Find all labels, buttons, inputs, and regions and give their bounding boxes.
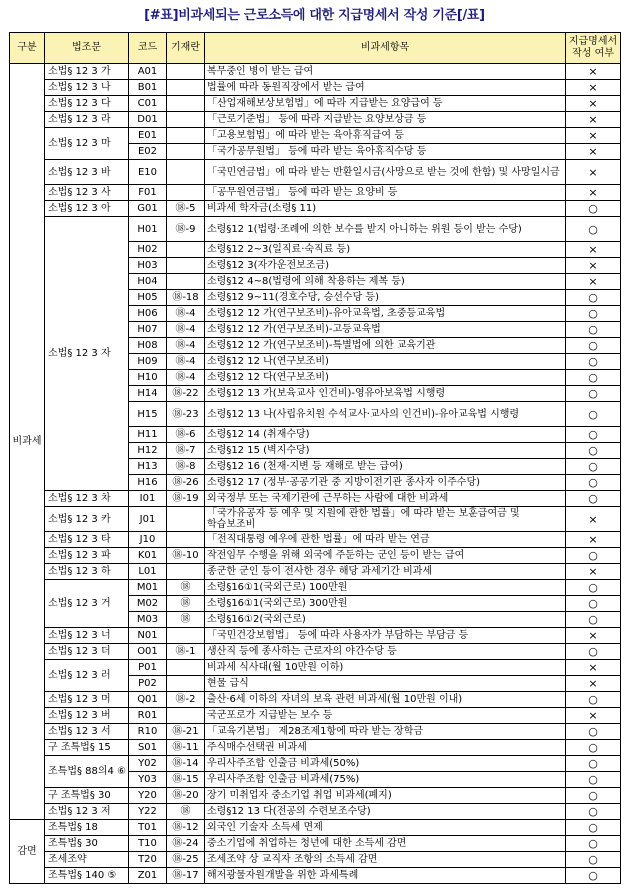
table-row <box>10 756 621 772</box>
item-description-cell: 소령§12 12 가(연구보조비)-유아교육법, 초중등교육법 <box>205 306 566 322</box>
submit-mark-cell: × <box>566 274 621 290</box>
item-description-cell: 소령§16①1(국외근로) 300만원 <box>205 596 566 612</box>
table-row <box>10 820 621 836</box>
code-cell: Y02 <box>129 756 167 772</box>
submit-mark-cell: ○ <box>566 692 621 708</box>
ref-cell: ⑱-18 <box>167 290 205 306</box>
ref-cell: ⑱ <box>167 580 205 596</box>
item-description-cell: 작전임무 수행을 위해 외국에 주둔하는 군인 등이 받는 급여 <box>205 548 566 564</box>
item-description-cell: 우리사주조합 인출금 비과세(50%) <box>205 756 566 772</box>
ref-cell: ⑱-5 <box>167 201 205 217</box>
ref-cell <box>167 532 205 548</box>
code-cell: M02 <box>129 596 167 612</box>
item-description-cell: 소령§12 12 다(연구보조비) <box>205 370 566 386</box>
header-item: 비과세항목 <box>205 33 566 64</box>
ref-cell: ⑱-26 <box>167 475 205 491</box>
law-article-cell: 조특법§ 30 <box>45 836 129 852</box>
item-description-cell: 현물 급식 <box>205 676 566 692</box>
ref-cell: ⑱ <box>167 596 205 612</box>
ref-cell <box>167 64 205 80</box>
submit-mark-cell: ○ <box>566 852 621 868</box>
item-description-cell: 「전직대통령 예우에 관한 법률」에 따라 받는 연금 <box>205 532 566 548</box>
law-article-cell: 소법§ 12 3 서 <box>45 724 129 740</box>
ref-cell: ⑱-8 <box>167 459 205 475</box>
table-row <box>10 804 621 820</box>
ref-cell <box>167 258 205 274</box>
table-row <box>10 628 621 644</box>
law-article-cell: 소법§ 12 3 카 <box>45 507 129 532</box>
submit-mark-cell: ○ <box>566 612 621 628</box>
submit-mark-cell: ○ <box>566 740 621 756</box>
table-row <box>10 96 621 112</box>
code-cell: A01 <box>129 64 167 80</box>
code-cell: J10 <box>129 532 167 548</box>
code-cell: O01 <box>129 644 167 660</box>
ref-cell <box>167 185 205 201</box>
item-description-cell: 소령§12 12 가(연구보조비)-특별법에 의한 교육기관 <box>205 338 566 354</box>
ref-cell <box>167 96 205 112</box>
code-cell: J01 <box>129 507 167 532</box>
item-description-cell: 소령§12 13 다(전공의 수련보조수당) <box>205 804 566 820</box>
ref-cell: ⑱-1 <box>167 644 205 660</box>
law-article-cell: 소법§ 12 3 차 <box>45 491 129 507</box>
item-description-cell: 법률에 따라 동원직장에서 받는 급여 <box>205 80 566 96</box>
submit-mark-cell: × <box>566 185 621 201</box>
table-row <box>10 128 621 144</box>
submit-mark-cell: × <box>566 708 621 724</box>
code-cell: H03 <box>129 258 167 274</box>
table-row <box>10 112 621 128</box>
submit-mark-cell: ○ <box>566 491 621 507</box>
item-description-cell: 「국민건강보험법」 등에 따라 사용자가 부담하는 부담금 등 <box>205 628 566 644</box>
item-description-cell: 소령§12 16 (천재·지변 등 재해로 받는 급여) <box>205 459 566 475</box>
code-cell: F01 <box>129 185 167 201</box>
header-law: 법조문 <box>45 33 129 64</box>
submit-mark-cell: × <box>566 96 621 112</box>
code-cell: P02 <box>129 676 167 692</box>
item-description-cell: 주식매수선택권 비과세 <box>205 740 566 756</box>
item-description-cell: 종군한 군인 등이 전사한 경우 해당 과세기간 비과세 <box>205 564 566 580</box>
code-cell: E10 <box>129 160 167 185</box>
item-description-cell: 국군포로가 지급받는 보수 등 <box>205 708 566 724</box>
ref-cell: ⑱-7 <box>167 443 205 459</box>
ref-cell <box>167 564 205 580</box>
law-article-cell: 소법§ 12 3 가 <box>45 64 129 80</box>
code-cell: H15 <box>129 402 167 427</box>
law-article-cell: 소법§ 12 3 너 <box>45 628 129 644</box>
law-article-cell: 구 조특법§ 30 <box>45 788 129 804</box>
code-cell: K01 <box>129 548 167 564</box>
item-description-cell: 소령§12 3(자가운전보조금) <box>205 258 566 274</box>
item-description-cell: 소령§12 12 나(연구보조비) <box>205 354 566 370</box>
code-cell: T20 <box>129 852 167 868</box>
item-description-cell: 소령§16①2(국외근로) <box>205 612 566 628</box>
ref-cell <box>167 160 205 185</box>
ref-cell: ⑱-11 <box>167 740 205 756</box>
table-row <box>10 217 621 242</box>
item-description-cell: 「공무원연금법」 등에 따라 받는 요양비 등 <box>205 185 566 201</box>
table-row <box>10 201 621 217</box>
header-code: 코드 <box>129 33 167 64</box>
table-row <box>10 788 621 804</box>
table-row <box>10 64 621 80</box>
code-cell: H14 <box>129 386 167 402</box>
law-article-cell: 조특법§ 140 ⑤ <box>45 868 129 884</box>
header-row <box>10 33 621 64</box>
submit-mark-cell: × <box>566 532 621 548</box>
ref-cell: ⑱-2 <box>167 692 205 708</box>
law-article-cell: 소법§ 12 3 러 <box>45 660 129 692</box>
law-article-cell: 소법§ 12 3 사 <box>45 185 129 201</box>
submit-mark-cell: × <box>566 242 621 258</box>
item-description-cell: 장기 미취업자 중소기업 취업 비과세(폐지) <box>205 788 566 804</box>
document-title: [#표]비과세되는 근로소득에 대한 지급명세서 작성 기준[/표] <box>144 8 485 23</box>
law-article-cell: 소법§ 12 3 타 <box>45 532 129 548</box>
code-cell: N01 <box>129 628 167 644</box>
submit-mark-cell: ○ <box>566 548 621 564</box>
ref-cell: ⑱ <box>167 804 205 820</box>
law-article-cell: 소법§ 12 3 마 <box>45 128 129 160</box>
category-reduction: 감면 <box>10 820 45 884</box>
ref-cell: ⑱-21 <box>167 724 205 740</box>
code-cell: C01 <box>129 96 167 112</box>
submit-mark-cell: ○ <box>566 459 621 475</box>
table-row <box>10 548 621 564</box>
item-description-cell: 중소기업에 취업하는 청년에 대한 소득세 감면 <box>205 836 566 852</box>
table-row <box>10 160 621 185</box>
code-cell: R10 <box>129 724 167 740</box>
item-description-cell: 비과세 학자금(소령§ 11) <box>205 201 566 217</box>
code-cell: M01 <box>129 580 167 596</box>
ref-cell: ⑱-4 <box>167 322 205 338</box>
code-cell: H09 <box>129 354 167 370</box>
ref-cell: ⑱-12 <box>167 820 205 836</box>
code-cell: E02 <box>129 144 167 160</box>
submit-mark-cell: ○ <box>566 804 621 820</box>
item-description-cell: 소령§12 12 가(연구보조비)-고등교육법 <box>205 322 566 338</box>
item-description-cell: 소령§12 1(법령·조례에 의한 보수를 받지 아니하는 위원 등이 받는 수당) <box>205 217 566 242</box>
ref-cell: ⑱-4 <box>167 370 205 386</box>
submit-mark-cell: ○ <box>566 370 621 386</box>
submit-mark-cell: × <box>566 628 621 644</box>
ref-cell <box>167 242 205 258</box>
table-body <box>10 64 621 884</box>
item-description-cell: 소령§12 14 (취재수당) <box>205 427 566 443</box>
submit-mark-cell: × <box>566 80 621 96</box>
item-description-cell: 복무중인 병이 받는 급여 <box>205 64 566 80</box>
ref-cell: ⑱-4 <box>167 306 205 322</box>
law-article-cell: 조특법§ 18 <box>45 820 129 836</box>
ref-cell: ⑱-4 <box>167 354 205 370</box>
item-description-cell: 소령§12 2~3(일직료·숙직료 등) <box>205 242 566 258</box>
submit-mark-cell: × <box>566 676 621 692</box>
table-row <box>10 580 621 596</box>
ref-cell: ⑱-15 <box>167 772 205 788</box>
code-cell: Z01 <box>129 868 167 884</box>
ref-cell: ⑱-23 <box>167 402 205 427</box>
submit-mark-cell: ○ <box>566 868 621 884</box>
ref-cell: ⑱-10 <box>167 548 205 564</box>
law-article-cell: 조세조약 <box>45 852 129 868</box>
item-description-cell: 소령§12 15 (벽지수당) <box>205 443 566 459</box>
ref-cell: ⑱ <box>167 612 205 628</box>
code-cell: I01 <box>129 491 167 507</box>
table-row <box>10 868 621 884</box>
ref-cell <box>167 128 205 144</box>
code-cell: H05 <box>129 290 167 306</box>
submit-mark-cell: ○ <box>566 756 621 772</box>
law-article-cell: 소법§ 12 3 하 <box>45 564 129 580</box>
law-article-cell: 소법§ 12 3 더 <box>45 644 129 660</box>
item-description-cell: 소령§12 4~8(법령에 의해 착용하는 제복 등) <box>205 274 566 290</box>
item-description-cell: 생산직 등에 종사하는 근로자의 야간수당 등 <box>205 644 566 660</box>
ref-cell: ⑱-6 <box>167 427 205 443</box>
submit-mark-cell: ○ <box>566 354 621 370</box>
ref-cell <box>167 112 205 128</box>
table-row <box>10 724 621 740</box>
code-cell: H04 <box>129 274 167 290</box>
ref-cell: ⑱-22 <box>167 386 205 402</box>
item-description-cell: 소령§16①1(국외근로) 100만원 <box>205 580 566 596</box>
item-description-cell: 소령§12 13 나(사립유치원 수석교사·교사의 인건비)-유아교육법 시행령 <box>205 402 566 427</box>
table-row <box>10 740 621 756</box>
submit-mark-cell: ○ <box>566 724 621 740</box>
code-cell: H10 <box>129 370 167 386</box>
law-article-cell: 구 조특법§ 15 <box>45 740 129 756</box>
law-article-cell: 소법§ 12 3 머 <box>45 692 129 708</box>
submit-mark-cell: ○ <box>566 427 621 443</box>
submit-mark-cell: ○ <box>566 772 621 788</box>
ref-cell <box>167 274 205 290</box>
item-description-cell: 「국민연금법」에 따라 받는 반환일시금(사망으로 받는 것에 한함) 및 사망일시금 <box>205 160 566 185</box>
code-cell: P01 <box>129 660 167 676</box>
item-description-cell: 외국인 기술자 소득세 면제 <box>205 820 566 836</box>
submit-mark-cell: × <box>566 64 621 80</box>
ref-cell: ⑱-9 <box>167 217 205 242</box>
item-description-cell: 소령§12 17 (정부·공공기관 중 지방이전기관 종사자 이주수당) <box>205 475 566 491</box>
code-cell: H08 <box>129 338 167 354</box>
law-article-cell: 소법§ 12 3 파 <box>45 548 129 564</box>
submit-mark-cell: ○ <box>566 596 621 612</box>
submit-mark-cell: ○ <box>566 443 621 459</box>
submit-mark-cell: ○ <box>566 290 621 306</box>
law-article-cell: 소법§ 12 3 라 <box>45 112 129 128</box>
code-cell: E01 <box>129 128 167 144</box>
submit-mark-cell: ○ <box>566 322 621 338</box>
ref-cell: ⑱-25 <box>167 852 205 868</box>
table-row <box>10 507 621 532</box>
submit-mark-cell: × <box>566 258 621 274</box>
item-description-cell: 출산·6세 이하의 자녀의 보육 관련 비과세(월 10만원 이내) <box>205 692 566 708</box>
code-cell: L01 <box>129 564 167 580</box>
category-nontax: 비과세 <box>10 64 45 820</box>
item-description-cell: 우리사주조합 인출금 비과세(75%) <box>205 772 566 788</box>
header-submit: 지급명세서 작성 여부 <box>566 33 621 64</box>
submit-mark-cell: ○ <box>566 644 621 660</box>
item-description-cell: 「근로기준법」 등에 따라 지급받는 요양보상금 등 <box>205 112 566 128</box>
law-article-cell: 소법§ 12 3 아 <box>45 201 129 217</box>
submit-mark-cell: × <box>566 112 621 128</box>
law-article-cell: 소법§ 12 3 다 <box>45 96 129 112</box>
submit-mark-cell: ○ <box>566 820 621 836</box>
law-article-cell: 조특법§ 88의4 ⑥ <box>45 756 129 788</box>
table-row <box>10 644 621 660</box>
code-cell: Y20 <box>129 788 167 804</box>
nontax-income-table <box>9 32 621 884</box>
law-article-cell: 소법§ 12 3 저 <box>45 804 129 820</box>
submit-mark-cell: ○ <box>566 201 621 217</box>
code-cell: H16 <box>129 475 167 491</box>
code-cell: S01 <box>129 740 167 756</box>
ref-cell <box>167 708 205 724</box>
code-cell: T01 <box>129 820 167 836</box>
code-cell: Y22 <box>129 804 167 820</box>
table-row <box>10 80 621 96</box>
law-article-cell: 소법§ 12 3 나 <box>45 80 129 96</box>
submit-mark-cell: × <box>566 160 621 185</box>
code-cell: H11 <box>129 427 167 443</box>
item-description-cell: 해저광물자원개발을 위한 과세특례 <box>205 868 566 884</box>
table-row <box>10 852 621 868</box>
ref-cell <box>167 676 205 692</box>
law-article-cell: 소법§ 12 3 버 <box>45 708 129 724</box>
item-description-cell: 비과세 식사대(월 10만원 이하) <box>205 660 566 676</box>
code-cell: H01 <box>129 217 167 242</box>
submit-mark-cell: ○ <box>566 338 621 354</box>
submit-mark-cell: ○ <box>566 386 621 402</box>
ref-cell <box>167 660 205 676</box>
code-cell: H12 <box>129 443 167 459</box>
submit-mark-cell: ○ <box>566 788 621 804</box>
ref-cell: ⑱-20 <box>167 788 205 804</box>
code-cell: R01 <box>129 708 167 724</box>
code-cell: H07 <box>129 322 167 338</box>
item-description-cell: 조세조약 상 교직자 조항의 소득세 감면 <box>205 852 566 868</box>
item-description-cell: 외국정부 또는 국제기관에 근무하는 사람에 대한 비과세 <box>205 491 566 507</box>
submit-mark-cell: × <box>566 144 621 160</box>
item-description-cell: 「교육기본법」 제28조제1항에 따라 받는 장학금 <box>205 724 566 740</box>
header-ref: 기재란 <box>167 33 205 64</box>
ref-cell <box>167 144 205 160</box>
ref-cell <box>167 507 205 532</box>
submit-mark-cell: ○ <box>566 217 621 242</box>
submit-mark-cell: ○ <box>566 580 621 596</box>
code-cell: H13 <box>129 459 167 475</box>
ref-cell <box>167 80 205 96</box>
item-description-cell: 소령§12 13 가(보육교사 인건비)-영유아보육법 시행령 <box>205 386 566 402</box>
table-row <box>10 692 621 708</box>
ref-cell: ⑱-19 <box>167 491 205 507</box>
ref-cell <box>167 628 205 644</box>
ref-cell: ⑱-14 <box>167 756 205 772</box>
law-article-cell: 소법§ 12 3 자 <box>45 217 129 491</box>
ref-cell: ⑱-4 <box>167 338 205 354</box>
code-cell: Q01 <box>129 692 167 708</box>
table-row <box>10 708 621 724</box>
code-cell: G01 <box>129 201 167 217</box>
law-article-cell: 소법§ 12 3 바 <box>45 160 129 185</box>
table-row <box>10 836 621 852</box>
law-article-cell: 소법§ 12 3 거 <box>45 580 129 628</box>
table-row <box>10 532 621 548</box>
table-row <box>10 491 621 507</box>
ref-cell: ⑱-17 <box>167 868 205 884</box>
item-description-cell: 「산업재해보상보험법」에 따라 지급받는 요양급여 등 <box>205 96 566 112</box>
ref-cell: ⑱-24 <box>167 836 205 852</box>
table-row <box>10 660 621 676</box>
code-cell: H06 <box>129 306 167 322</box>
item-description-cell: 「고용보험법」에 따라 받는 육아휴직급여 등 <box>205 128 566 144</box>
table-row <box>10 185 621 201</box>
submit-mark-cell: ○ <box>566 402 621 427</box>
submit-mark-cell: × <box>566 128 621 144</box>
code-cell: M03 <box>129 612 167 628</box>
submit-mark-cell: ○ <box>566 475 621 491</box>
submit-mark-cell: ○ <box>566 836 621 852</box>
code-cell: D01 <box>129 112 167 128</box>
submit-mark-cell: × <box>566 507 621 532</box>
code-cell: B01 <box>129 80 167 96</box>
item-description-cell: 「국가공무원법」 등에 따라 받는 육아휴직수당 등 <box>205 144 566 160</box>
table-row <box>10 564 621 580</box>
header-category: 구분 <box>10 33 45 64</box>
submit-mark-cell: ○ <box>566 306 621 322</box>
submit-mark-cell: × <box>566 564 621 580</box>
code-cell: T10 <box>129 836 167 852</box>
item-description-cell: 소령§12 9~11(경호수당, 승선수당 등) <box>205 290 566 306</box>
item-description-cell: 「국가유공자 등 예우 및 지원에 관한 법률」에 따라 받는 보훈급여금 및 학습보조비 <box>205 507 566 532</box>
code-cell: H02 <box>129 242 167 258</box>
code-cell: Y03 <box>129 772 167 788</box>
submit-mark-cell: × <box>566 660 621 676</box>
